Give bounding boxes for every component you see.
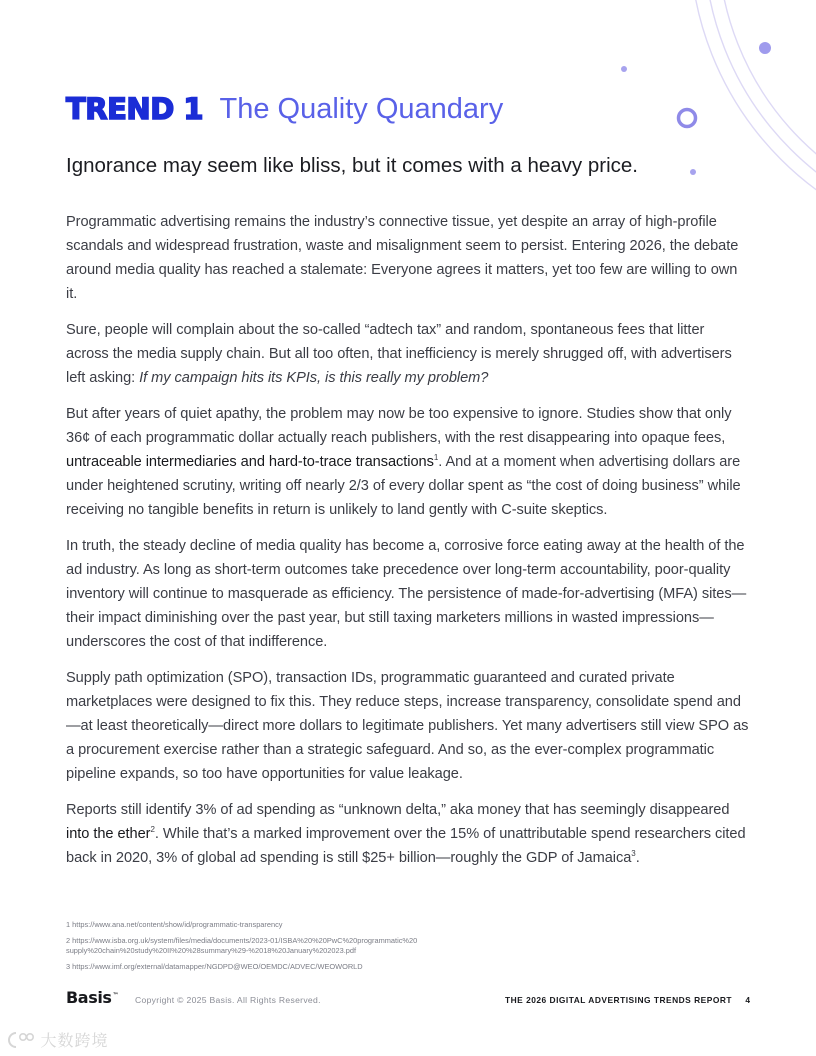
paragraph-6-text-start: Reports still identify 3% of ad spending as “unknown delta,” aka money that has seemingly disappeared (66, 802, 730, 818)
basis-logo (66, 988, 118, 1007)
article-body (66, 210, 750, 882)
watermark-text: 大数跨境 (40, 1031, 109, 1050)
paragraph-2-text: Sure, people will complain about the so-called “adtech tax” and random, spontaneous fees that litter across the media supply chain. But all too often, that inefficiency is merely shrugged off, with advertisers left asking: (66, 322, 732, 386)
decor-ring (679, 110, 696, 127)
page-number: 4 (745, 995, 750, 1005)
footnote-ref-3: 3 (631, 849, 636, 859)
footnotes (66, 920, 586, 978)
paragraph-3-text-start: But after years of quiet apathy, the problem may now be too expensive to ignore. Studies show that only 36¢ of each programmatic dollar actually reach publishers, with the rest disappearing into opaque fees, (66, 406, 732, 446)
footnote-ref-2: 2 (150, 825, 155, 835)
paragraph-3-text-end: . And at a moment when advertising dollars are under heightened scrutiny, writing off nearly 2/3 of every dollar spent as “the cost of doing business” while receiving no tangible benefits in return is unlikely to land gently with C-suite skeptics. (66, 454, 741, 518)
citation-link-2[interactable]: into the ether (66, 826, 151, 842)
footnote-1[interactable]: 1 https://www.ana.net/content/show/id/programmatic-transparency (66, 920, 283, 929)
logo-trademark: ™ (112, 991, 119, 999)
report-title: THE 2026 DIGITAL ADVERTISING TRENDS REPORT (505, 995, 732, 1005)
decor-dot-small (621, 66, 627, 72)
trend-label: TREND 1 (66, 92, 204, 126)
paragraph-4: In truth, the steady decline of media quality has become a, corrosive force eating away at the health of the ad industry. As long as short-term outcomes take precedence over long-term accountability, poor-quality inventory will continue to masquerade as efficiency. The persistence of made-for-advertising (MFA) sites—their impact diminishing over the past year, but still taxing marketers millions in wasted impressions—underscores the cost of that indifference. (66, 538, 747, 650)
decor-dot-large (759, 42, 771, 54)
copyright-notice: Copyright © 2025 Basis. All Rights Reserved. (135, 995, 321, 1005)
page-footer (66, 988, 750, 1008)
trend-title: The Quality Quandary (219, 92, 504, 125)
paragraph-5: Supply path optimization (SPO), transaction IDs, programmatic guaranteed and curated private marketplaces were designed to fix this. They reduce steps, increase transparency, consolidate spend and—at least theoretically—direct more dollars to legitimate publishers. Yet many advertisers still view SPO as a procurement exercise rather than a strategic safeguard. And so, as the ever-complex programmatic pipeline expands, so too have opportunities for value leakage. (66, 670, 749, 782)
paragraph-2-italic-question: If my campaign hits its KPIs, is this really my problem? (139, 370, 489, 386)
paragraph-2 (66, 318, 750, 390)
section-subheading: Ignorance may seem like bliss, but it comes with a heavy price. (66, 154, 638, 177)
footnote-3[interactable]: 3 https://www.imf.org/external/datamapper/NGDPD@WEO/OEMDC/ADVEC/WEOWORLD (66, 962, 363, 971)
watermark (6, 1028, 108, 1052)
decor-dot-small-2 (690, 169, 696, 175)
paragraph-1: Programmatic advertising remains the industry’s connective tissue, yet despite an array of high-profile scandals and widespread frustration, waste and misalignment seem to persist. Entering 2026, the debate around media quality has reached a stalemate: Everyone agrees it matters, yet too few are willing to own it. (66, 214, 739, 302)
logo-text: Basis (66, 988, 112, 1007)
paragraph-6-period: . (635, 850, 640, 866)
paragraph-3 (66, 402, 750, 522)
paragraph-6 (66, 798, 750, 870)
watermark-logo-icon (6, 1030, 36, 1050)
citation-link-1[interactable]: untraceable intermediaries and hard-to-trace transactions (66, 454, 434, 470)
paragraph-6-text-end: . While that’s a marked improvement over the 15% of unattributable spend researchers cited back in 2020, 3% of global ad spending is still $25+ billion—roughly the GDP of Jamaica (66, 826, 746, 866)
footnote-2[interactable]: 2 https://www.isba.org.uk/system/files/media/documents/2023-01/ISBA%20%20PwC%20programmatic%20 supply%20chain%20study%20II%20%28summary%29-%2018%20January%202023.pdf (66, 936, 418, 955)
trend-heading (66, 92, 503, 126)
footnote-ref-1: 1 (433, 453, 439, 463)
